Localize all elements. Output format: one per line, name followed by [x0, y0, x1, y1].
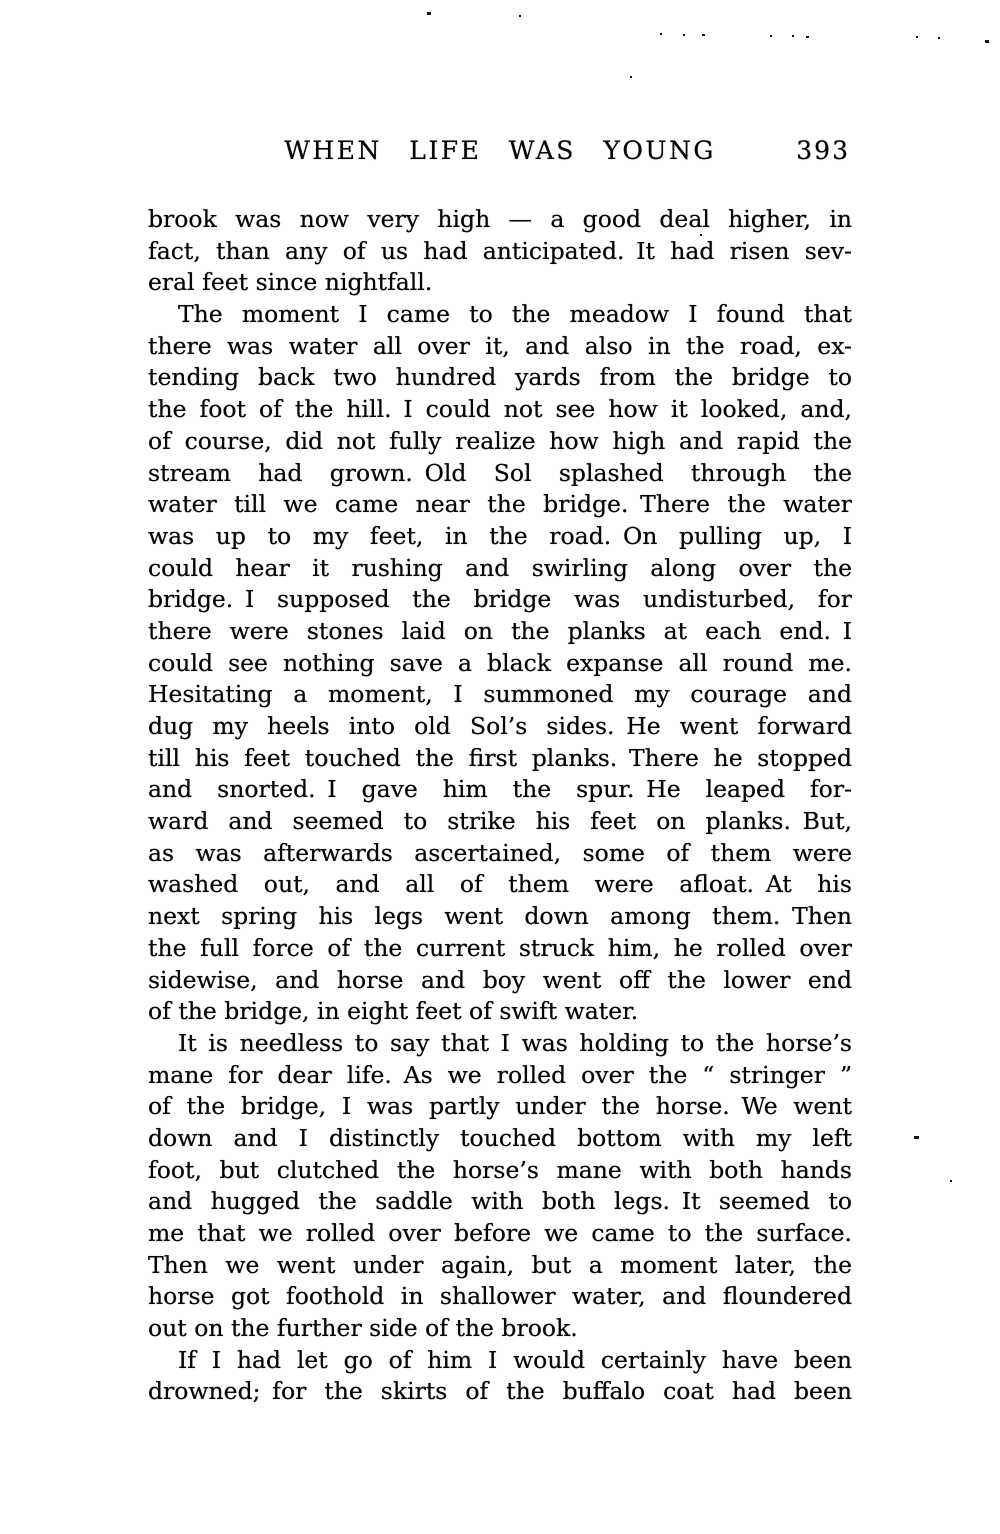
scan-artifact [806, 36, 809, 38]
page-number: 393 [796, 136, 850, 165]
text-line: the foot of the hill. I could not see how it looked, and, [148, 395, 852, 424]
scan-artifact [427, 12, 431, 15]
paragraph [148, 1345, 852, 1408]
text-line: mane for dear life. As we rolled over the “ stringer ” [148, 1060, 852, 1089]
text-line: sidewise, and horse and boy went off the lower end [148, 965, 852, 994]
scan-artifact [700, 234, 702, 236]
scan-artifact [938, 37, 940, 39]
scan-artifact [916, 36, 918, 38]
scan-artifact [950, 1180, 952, 1182]
text-line: could hear it rushing and swirling along over the [148, 553, 852, 582]
running-head-title: WHEN LIFE WAS YOUNG [284, 136, 716, 165]
text-line: could see nothing save a black expanse all round me. [148, 648, 852, 677]
text-line: Hesitating a moment, I summoned my courage and [148, 680, 852, 709]
text-line: If I had let go of him I would certainly have been [178, 1345, 852, 1374]
text-line: dug my heels into old Sol’s sides. He went forward [148, 712, 852, 740]
text-line: Then we went under again, but a moment later, the [148, 1250, 852, 1279]
text-line: and hugged the saddle with both legs. It seemed to [148, 1187, 852, 1216]
text-line: of course, did not fully realize how high and rapid the [148, 426, 852, 455]
text-line: horse got foothold in shallower water, and floundered [148, 1282, 852, 1311]
text-line: me that we rolled over before we came to the surface. [148, 1219, 852, 1247]
text-line: of the bridge, in eight feet of swift water. [148, 997, 639, 1026]
text-line: brook was now very high — a good deal higher, in [148, 205, 852, 233]
text-line: down and I distinctly touched bottom with my left [148, 1123, 852, 1152]
text-line: the full force of the current struck him, he rolled over [148, 933, 852, 962]
text-line: water till we came near the bridge. There the water [148, 490, 852, 519]
text-line: was up to my feet, in the road. On pulling up, I [148, 521, 852, 550]
page-header [148, 136, 852, 170]
paragraph [148, 299, 852, 1028]
text-line: of the bridge, I was partly under the horse. We went [148, 1092, 852, 1121]
text-line: The moment I came to the meadow I found that [178, 300, 852, 329]
text-line: drowned; for the skirts of the buffalo coat had been [148, 1377, 852, 1406]
page-body [148, 204, 852, 1408]
paragraph [148, 1028, 852, 1345]
text-line: and snorted. I gave him the spur. He leaped for- [148, 775, 852, 804]
text-line: till his feet touched the first planks. There he stopped [148, 743, 852, 772]
text-line: as was afterwards ascertained, some of them were [148, 838, 852, 867]
paragraph [148, 204, 852, 299]
text-line: bridge. I supposed the bridge was undisturbed, for [148, 585, 852, 614]
text-line: eral feet since nightfall. [148, 268, 433, 297]
text-line: tending back two hundred yards from the bridge to [148, 363, 852, 392]
scan-artifact [683, 34, 685, 36]
scan-artifact [985, 40, 989, 43]
text-line: stream had grown. Old Sol splashed through the [148, 458, 852, 487]
scan-artifact [702, 34, 705, 36]
text-line: It is needless to say that I was holding to the horse’s [178, 1028, 852, 1057]
text-line: ward and seemed to strike his feet on planks. But, [148, 807, 852, 836]
scan-artifact [770, 35, 772, 37]
scan-artifact [519, 15, 521, 17]
scan-artifact [630, 76, 632, 78]
scan-artifact [914, 1136, 919, 1139]
scan-artifact [660, 33, 662, 35]
text-line: there was water all over it, and also in the road, ex- [148, 331, 852, 360]
text-line: foot, but clutched the horse’s mane with both hands [148, 1155, 852, 1184]
text-line: out on the further side of the brook. [148, 1314, 578, 1343]
scan-artifact [792, 35, 794, 37]
text-line: there were stones laid on the planks at each end. I [148, 616, 852, 645]
text-line: washed out, and all of them were afloat. At his [148, 870, 852, 899]
text-line: next spring his legs went down among them. Then [148, 902, 852, 931]
text-line: fact, than any of us had anticipated. It had risen sev- [148, 236, 852, 265]
